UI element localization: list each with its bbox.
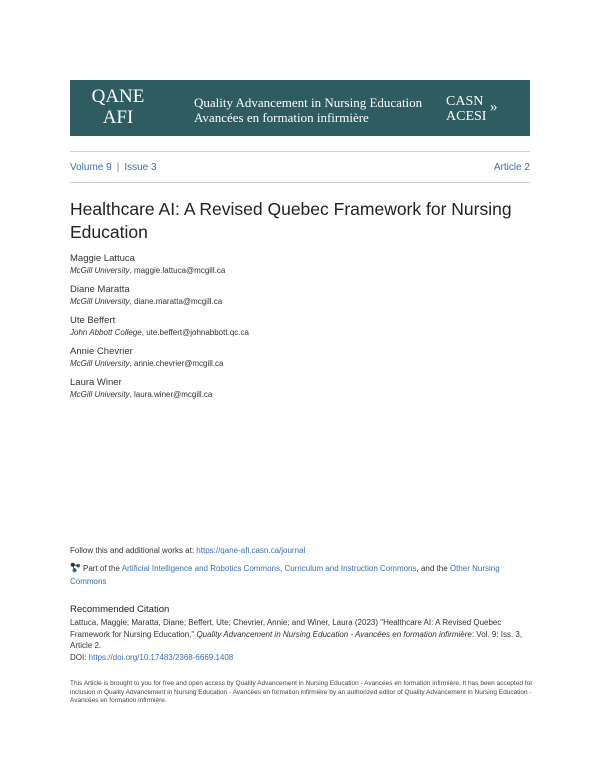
author-entry xyxy=(70,346,530,369)
author-affiliation xyxy=(70,265,530,276)
partner-line-1: CASN xyxy=(446,94,484,109)
citation-heading: Recommended Citation xyxy=(70,604,170,615)
issue-link[interactable]: Issue 3 xyxy=(124,162,157,173)
author-name: Laura Winer xyxy=(70,377,122,388)
logo-line-1: QANE xyxy=(91,86,145,107)
author-name: Maggie Lattuca xyxy=(70,253,135,264)
author-affiliation xyxy=(70,327,530,338)
follow-line xyxy=(70,546,305,555)
author-institution: McGill University xyxy=(70,359,130,368)
citation-volume: : Vol. 9: Iss. 3, Article 2. xyxy=(70,629,523,650)
part-of-separator: , xyxy=(280,564,285,573)
casn-acesi-logo xyxy=(446,94,498,124)
author-name: Annie Chevrier xyxy=(70,346,133,357)
partner-line-2: ACESI xyxy=(446,109,487,124)
author-name: Diane Maratta xyxy=(70,284,130,295)
article-link[interactable]: Article 2 xyxy=(493,162,530,173)
journal-name xyxy=(194,95,422,125)
author-entry xyxy=(70,377,530,400)
doi-label: DOI: xyxy=(70,652,89,662)
follow-text: Follow this and additional works at: xyxy=(70,546,197,555)
journal-link[interactable]: https://qane-afi.casn.ca/journal xyxy=(196,546,306,555)
author-entry xyxy=(70,253,530,276)
journal-name-fr: Avancées en formation infirmière xyxy=(194,110,369,125)
author-institution: John Abbott College xyxy=(70,328,142,337)
author-email[interactable]: , laura.winer@mcgill.ca xyxy=(129,390,213,399)
author-entry xyxy=(70,284,530,307)
issue-divider xyxy=(70,182,530,183)
author-affiliation xyxy=(70,358,530,369)
journal-name-en: Quality Advancement in Nursing Education xyxy=(194,95,423,110)
author-entry xyxy=(70,315,530,338)
qane-afi-logo xyxy=(90,86,146,128)
author-institution: McGill University xyxy=(70,266,130,275)
author-name: Ute Beffert xyxy=(70,315,116,326)
author-affiliation xyxy=(70,389,530,400)
author-institution: McGill University xyxy=(70,390,130,399)
citation-authors: Lattuca, Maggie; Maratta, Diane; Beffert, Ute; Chevrier, Annie; and Winer, Laura (2023) "Healthcare AI: A Revised Quebec Framework for Nursing Education," xyxy=(70,618,502,639)
author-email[interactable]: , annie.chevrier@mcgill.ca xyxy=(129,359,224,368)
doi-link[interactable]: https://doi.org/10.17483/2368-6669.1408 xyxy=(88,652,234,662)
part-of-prefix: Part of the xyxy=(83,564,122,573)
part-of-separator: , and the xyxy=(416,564,450,573)
chevron-right-icon: » xyxy=(490,99,498,115)
issue-separator: | xyxy=(116,162,120,173)
access-statement: This Article is brought to you for free and open access by Quality Advancement in Nursing Education - Avancées en formation infirmière. It has been accepted for inclusion in Quality Advancement in Nursing Education - Avancées en formation infirmière by an authorized editor of Quality Advancement in Nursing Education - Avancées en formation infirmière. xyxy=(70,680,533,704)
volume-link[interactable]: Volume 9 xyxy=(70,162,112,173)
author-institution: McGill University xyxy=(70,297,130,306)
issue-info xyxy=(70,162,530,176)
logo-line-2: AFI xyxy=(102,107,134,128)
journal-banner[interactable] xyxy=(70,80,530,136)
citation-journal: Quality Advancement in Nursing Education - Avancées en formation infirmière xyxy=(196,629,472,639)
paper-title: Healthcare AI: A Revised Quebec Framework for Nursing Education xyxy=(70,199,512,242)
ai-robotics-commons-link[interactable]: Artificial Intelligence and Robotics Commons xyxy=(121,564,280,573)
author-email[interactable]: , ute.beffert@johnabbott.qc.ca xyxy=(141,328,249,337)
author-email[interactable]: , maggie.lattuca@mcgill.ca xyxy=(129,266,226,275)
other-nursing-commons-link[interactable]: Other Nursing Commons xyxy=(70,564,500,586)
network-icon xyxy=(70,562,81,573)
author-affiliation xyxy=(70,296,530,307)
citation-text xyxy=(70,617,535,663)
top-divider xyxy=(70,151,530,152)
author-email[interactable]: , diane.maratta@mcgill.ca xyxy=(129,297,223,306)
curriculum-commons-link[interactable]: Curriculum and Instruction Commons xyxy=(284,564,417,573)
part-of-line xyxy=(70,562,530,588)
